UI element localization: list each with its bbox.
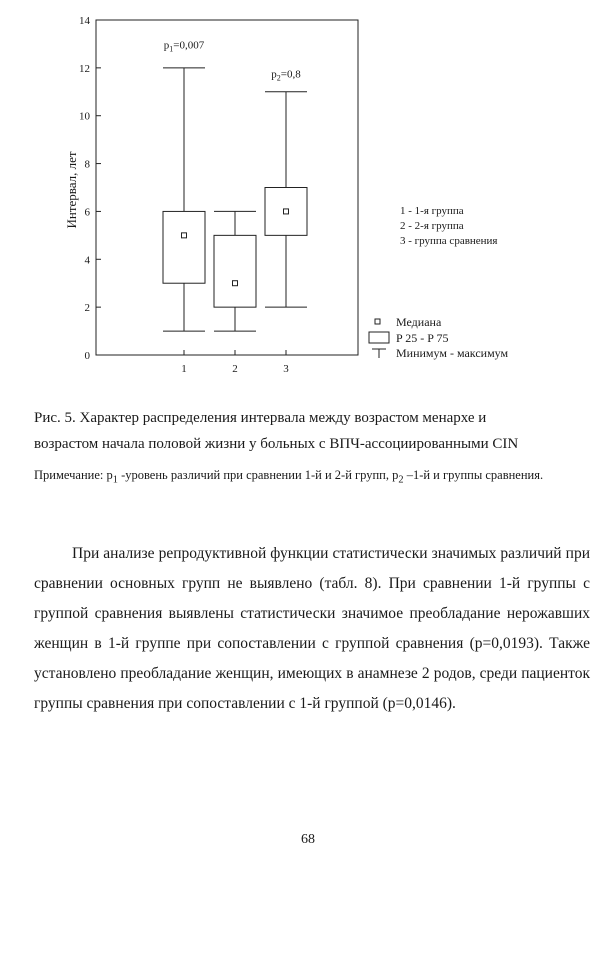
box-group: [265, 92, 307, 307]
note-suffix: –1-й и группы сравнения.: [403, 468, 544, 482]
figure-caption: [34, 405, 594, 457]
page-number: 68: [301, 832, 315, 847]
symbol-legend: [369, 315, 509, 360]
legend-whisker-label: Минимум - максимум: [396, 346, 509, 360]
boxplot-chart: [0, 0, 616, 380]
p-value-annotation: $p_2=0,8$: [271, 68, 301, 83]
figure-caption-line: Рис. 5. Характер распределения интервала между возрастом менархе и: [34, 410, 487, 426]
group-legend: [400, 205, 498, 247]
iqr-box: [163, 211, 205, 283]
x-tick-label: 3: [283, 363, 289, 375]
median-symbol-icon: [375, 319, 380, 324]
y-tick-label: 4: [84, 254, 90, 267]
box-group: [163, 68, 205, 331]
y-tick-label: 14: [79, 15, 90, 27]
box-group: [214, 211, 256, 331]
legend-median-label: Медиана: [396, 315, 442, 329]
y-tick-label: 6: [84, 206, 90, 219]
y-axis-label: Интервал, лет: [64, 151, 79, 229]
figure-note: [34, 464, 594, 492]
x-tick-label: 1: [181, 363, 187, 375]
y-axis: [79, 15, 101, 362]
y-tick-label: 2: [84, 302, 90, 315]
figure-caption-line: возрастом начала половой жизни у больных с ВПЧ-ассоциированными CIN: [34, 436, 519, 452]
x-axis: [181, 350, 289, 375]
y-tick-label: 12: [79, 62, 90, 75]
p-value-annotation: $p_1=0,007$: [163, 39, 205, 54]
note-prefix: Примечание: р: [34, 468, 113, 482]
box-series: [163, 68, 307, 331]
note-subscript: 1: [112, 474, 118, 486]
note-middle: -уровень различий при сравнении 1-й и 2-й групп, р: [117, 468, 399, 482]
y-tick-label: 10: [79, 110, 90, 123]
iqr-box: [265, 188, 307, 236]
y-tick-label: 8: [84, 158, 90, 171]
x-tick-label: 2: [232, 363, 238, 375]
note-subscript: 2: [398, 474, 404, 486]
body-paragraph: При анализе репродуктивной функции статистически значимых различий при сравнении основных групп не выявлено (табл. 8). При сравнении 1-й группы с группой сравнения выявлены статистически значимое преобладание нерожавших женщин в 1-й группе при сопоставлении с группой сравнения (р=0,0193). Также установлено преобладание женщин, имеющих в анамнезе 2 родов, среди пациенток группы сравнения при сопоставлении с 1-й группой (р=0,0146).: [34, 545, 590, 712]
group-legend-item: 2 - 2-я группа: [400, 220, 464, 232]
iqr-box: [214, 235, 256, 307]
box-symbol-icon: [369, 332, 389, 343]
whisker-symbol-icon: [372, 349, 386, 358]
group-legend-item: 1 - 1-я группа: [400, 205, 464, 217]
legend-box-label: P 25 - P 75: [396, 331, 449, 345]
y-tick-label: 0: [84, 350, 90, 362]
group-legend-item: 3 - группа сравнения: [400, 235, 498, 247]
